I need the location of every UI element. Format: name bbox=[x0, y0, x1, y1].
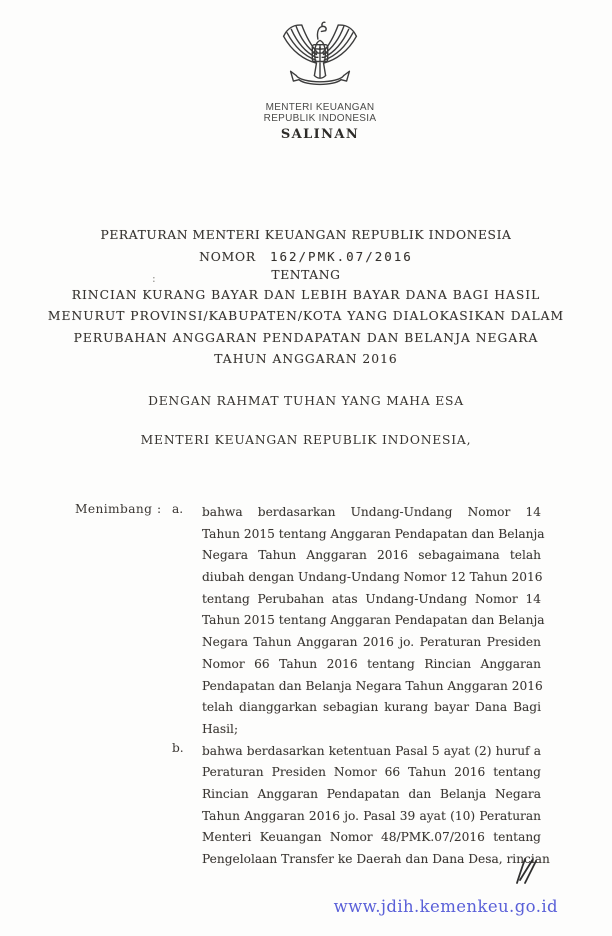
regulation-number-line bbox=[2, 249, 610, 264]
body-line: diubah dengan Undang-Undang Nomor 12 Tahun 2016 bbox=[202, 570, 543, 585]
menimbang-label: Menimbang bbox=[75, 502, 153, 516]
body-line: Tahun 2015 tentang Anggaran Pendapatan dan Belanja bbox=[202, 613, 545, 628]
body-line: Menteri Keuangan Nomor 48/PMK.07/2016 tentang bbox=[202, 830, 541, 845]
authority-line: MENTERI KEUANGAN REPUBLIK INDONESIA, bbox=[140, 433, 472, 447]
subject-line: PERUBAHAN ANGGARAN PENDAPATAN DAN BELANJA NEGARA bbox=[73, 331, 539, 345]
body-line: bahwa berdasarkan Undang-Undang Nomor 14 bbox=[202, 505, 541, 519]
body-line: Hasil; bbox=[202, 721, 239, 736]
ministry-name: MENTERI KEUANGAN bbox=[265, 102, 375, 113]
nomor-value: 162/PMK.07/2016 bbox=[269, 249, 413, 264]
body-line: Negara Tahun Anggaran 2016 sebagaimana telah bbox=[202, 548, 541, 563]
subject-line: RINCIAN KURANG BAYAR DAN LEBIH BAYAR DANA BAGI HASIL bbox=[71, 288, 541, 302]
body-line: tentang Perubahan atas Undang-Undang Nomor 14 bbox=[202, 591, 541, 606]
body-line: Rincian Anggaran Pendapatan dan Belanja Negara bbox=[202, 786, 541, 801]
body-line: Nomor 66 Tahun 2016 tentang Rincian Anggaran bbox=[202, 656, 541, 671]
body-line: Peraturan Presiden Nomor 66 Tahun 2016 tentang bbox=[202, 765, 541, 780]
copy-stamp-label: SALINAN bbox=[280, 127, 360, 142]
paraph-initials-mark-icon bbox=[514, 856, 540, 886]
item-marker-a: a. bbox=[172, 502, 184, 516]
body-line: Tahun Anggaran 2016 jo. Pasal 39 ayat (10) Peraturan bbox=[202, 808, 541, 823]
tentang-label: TENTANG bbox=[271, 268, 341, 282]
garuda-pancasila-emblem-icon bbox=[278, 18, 362, 98]
nomor-label: NOMOR bbox=[199, 250, 256, 264]
body-line: Negara Tahun Anggaran 2016 jo. Peraturan Presiden bbox=[202, 635, 541, 650]
item-marker-b: b. bbox=[172, 741, 184, 755]
invocation-line: DENGAN RAHMAT TUHAN YANG MAHA ESA bbox=[148, 394, 464, 408]
ministry-country: REPUBLIK INDONESIA bbox=[263, 113, 377, 124]
body-line: Pendapatan dan Belanja Negara Tahun Anggaran 2016 bbox=[202, 678, 543, 693]
considering-text-column bbox=[202, 502, 550, 871]
subject-line: TAHUN ANGGARAN 2016 bbox=[214, 352, 398, 366]
jdih-footer-link[interactable]: www.jdih.kemenkeu.go.id bbox=[333, 897, 558, 916]
body-line: telah dianggarkan sebagian kurang bayar Dana Bagi bbox=[202, 700, 541, 715]
scan-artifact: : bbox=[152, 272, 156, 285]
regulation-heading: PERATURAN MENTERI KEUANGAN REPUBLIK INDONESIA bbox=[100, 228, 512, 242]
menimbang-colon: : bbox=[157, 502, 162, 516]
subject-line: MENURUT PROVINSI/KABUPATEN/KOTA YANG DIALOKASIKAN DALAM bbox=[47, 309, 565, 323]
body-line: Tahun 2015 tentang Anggaran Pendapatan dan Belanja bbox=[202, 526, 545, 541]
body-line: Pengelolaan Transfer ke Daerah dan Dana Desa, rincian bbox=[202, 852, 550, 866]
body-line: bahwa berdasarkan ketentuan Pasal 5 ayat (2) huruf a bbox=[202, 743, 541, 758]
